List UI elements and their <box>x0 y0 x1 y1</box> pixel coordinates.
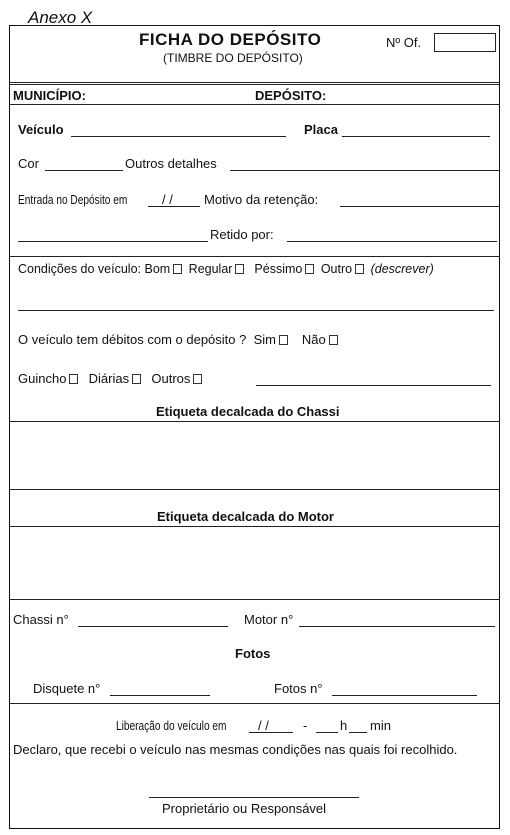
motor-number-field[interactable] <box>299 626 495 627</box>
condition-bom-checkbox[interactable] <box>173 264 182 274</box>
outros-checkbox[interactable] <box>193 374 202 384</box>
disquete-label: Disquete n° <box>33 681 101 696</box>
disquete-field[interactable] <box>110 695 210 696</box>
entrada-date-slashes: / / <box>162 192 173 207</box>
outros-detalhes-label: Outros detalhes <box>125 156 217 171</box>
cor-label: Cor <box>18 156 39 171</box>
entrada-label-text: Entrada no Depósito em <box>18 192 128 207</box>
divider <box>10 104 499 105</box>
release-date-slashes: / / <box>258 718 269 733</box>
cor-field[interactable] <box>45 170 123 171</box>
motor-number-label: Motor n° <box>244 612 294 627</box>
divider <box>10 82 499 83</box>
debts-question: O veículo tem débitos com o depósito ? <box>18 332 247 347</box>
signature-line[interactable] <box>149 797 359 798</box>
release-minute-label: min <box>370 718 391 733</box>
chassi-tracing-area[interactable] <box>10 422 499 489</box>
chassi-section-title: Etiqueta decalcada do Chassi <box>156 404 340 419</box>
outros-detalhes-field[interactable] <box>230 170 500 171</box>
photos-title: Fotos <box>235 646 271 661</box>
divider <box>10 599 499 600</box>
condition-outro-checkbox[interactable] <box>355 264 364 274</box>
annex-label: Anexo X <box>28 8 93 27</box>
municipio-label: MUNICÍPIO: <box>13 88 86 103</box>
motor-tracing-area[interactable] <box>10 527 499 599</box>
divider <box>10 84 499 85</box>
debts-row <box>18 332 341 347</box>
release-minute-field[interactable] <box>349 732 367 733</box>
veiculo-field[interactable] <box>71 136 286 137</box>
motor-section-title: Etiqueta decalcada do Motor <box>157 509 334 524</box>
debts-sim-label: Sim <box>253 332 276 347</box>
release-hour-label: h <box>340 718 348 733</box>
release-label <box>116 718 262 733</box>
diarias-checkbox[interactable] <box>132 374 141 384</box>
placa-field[interactable] <box>342 136 490 137</box>
release-dash: - <box>303 718 308 733</box>
divider <box>10 703 499 704</box>
condition-pessimo-checkbox[interactable] <box>305 264 314 274</box>
veiculo-label: Veículo <box>18 122 64 137</box>
chassi-number-field[interactable] <box>78 626 228 627</box>
condition-row <box>18 262 434 276</box>
condition-description-field[interactable] <box>18 310 494 311</box>
debts-sim-checkbox[interactable] <box>279 335 288 345</box>
of-number-field[interactable] <box>434 33 496 52</box>
signature-label: Proprietário ou Responsável <box>162 801 327 816</box>
retido-por-field[interactable] <box>287 241 497 242</box>
charges-row <box>18 371 205 386</box>
outros-field[interactable] <box>256 385 491 386</box>
chassi-number-label: Chassi n° <box>13 612 69 627</box>
entrada-date-field[interactable] <box>148 206 200 207</box>
placa-label: Placa <box>304 122 338 137</box>
divider <box>10 256 499 257</box>
form-title: FICHA DO DEPÓSITO <box>139 30 322 49</box>
condition-regular-checkbox[interactable] <box>235 264 244 274</box>
condition-outro-label: Outro <box>320 262 353 276</box>
entrada-label <box>18 192 148 207</box>
fotos-number-label: Fotos n° <box>274 681 323 696</box>
debts-nao-label: Não <box>301 332 326 347</box>
motivo-field[interactable] <box>340 206 500 207</box>
diarias-label: Diárias <box>88 371 130 386</box>
outros-label: Outros <box>151 371 191 386</box>
retencao-continued-field[interactable] <box>18 241 208 242</box>
form-subtitle: (TIMBRE DO DEPÓSITO) <box>163 51 303 65</box>
fotos-number-field[interactable] <box>332 695 477 696</box>
condition-label: Condições do veículo: <box>18 262 141 276</box>
condition-descrever-label: (descrever) <box>370 262 434 276</box>
deposito-label: DEPÓSITO: <box>255 88 327 103</box>
condition-regular-label: Regular <box>188 262 233 276</box>
condition-bom-label: Bom <box>144 262 171 276</box>
release-declaration: Declaro, que recebi o veículo nas mesmas condições nas quais foi recolhido. <box>13 742 458 757</box>
condition-pessimo-label: Péssimo <box>254 262 303 276</box>
release-label-text: Liberação do veículo em <box>116 718 227 733</box>
of-number-label: Nº Of. <box>386 35 422 50</box>
guincho-label: Guincho <box>18 371 67 386</box>
release-date-field[interactable] <box>249 732 293 733</box>
deposit-form <box>9 25 500 829</box>
release-hour-field[interactable] <box>316 732 338 733</box>
debts-nao-checkbox[interactable] <box>329 335 338 345</box>
retido-por-label: Retido por: <box>210 227 274 242</box>
guincho-checkbox[interactable] <box>69 374 78 384</box>
divider <box>10 489 499 490</box>
motivo-label: Motivo da retenção: <box>204 192 319 207</box>
